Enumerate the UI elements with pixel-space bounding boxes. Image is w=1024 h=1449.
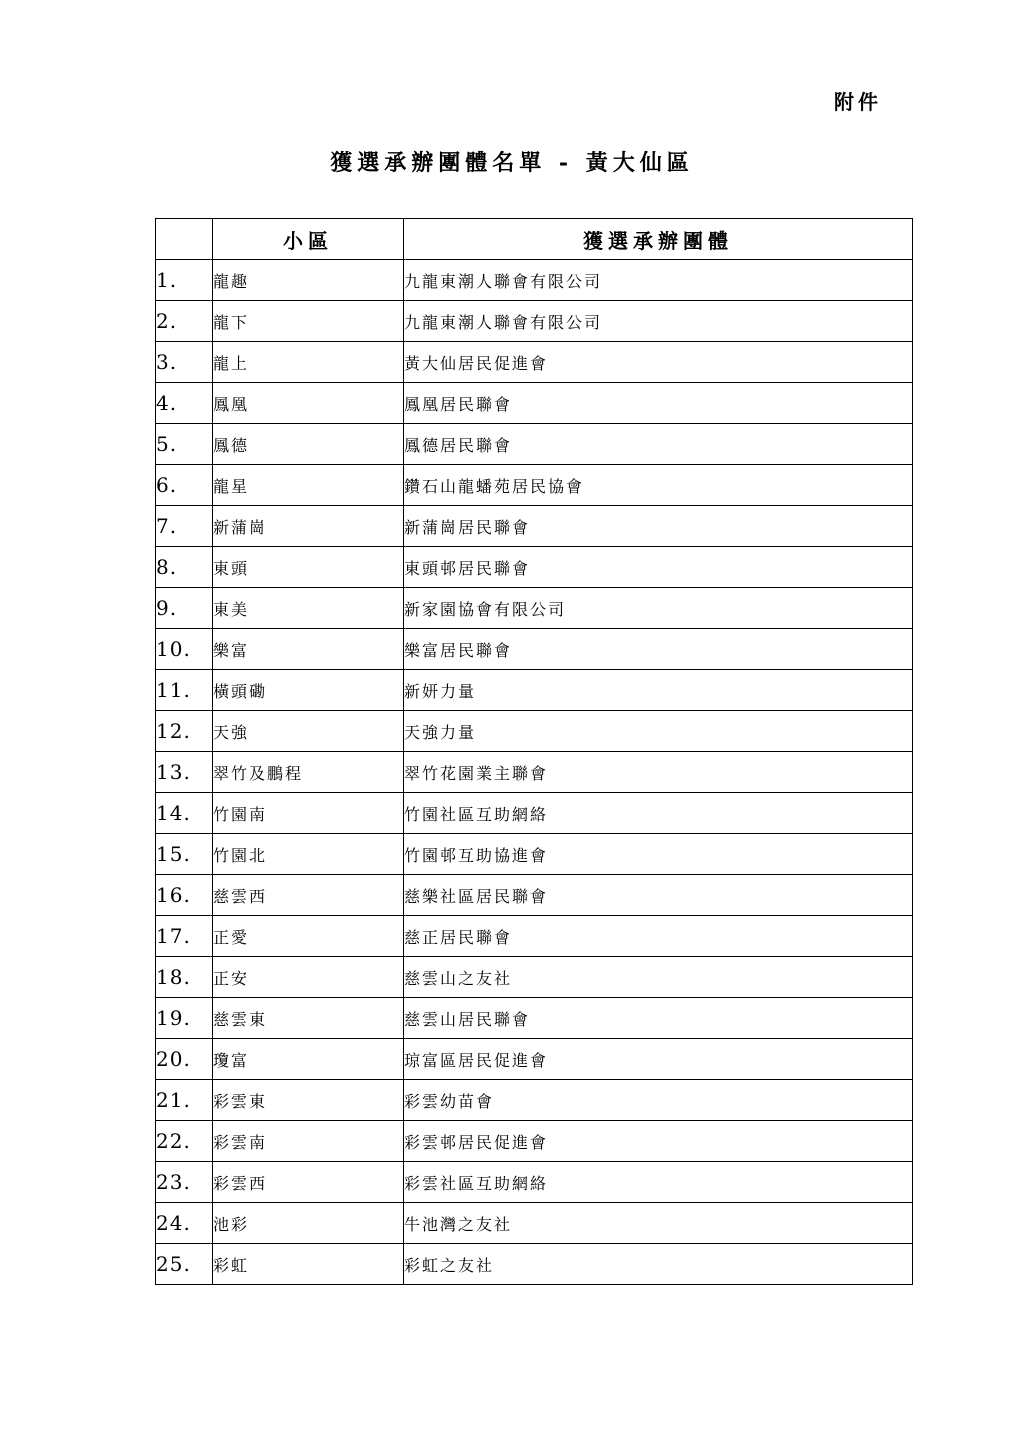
row-organisation: 竹園邨互助協進會 — [404, 834, 913, 875]
row-number: 16. — [156, 875, 213, 916]
row-number: 3. — [156, 342, 213, 383]
row-organisation: 黃大仙居民促進會 — [404, 342, 913, 383]
row-area: 竹園北 — [213, 834, 404, 875]
row-area: 龍趣 — [213, 260, 404, 301]
row-organisation: 鳳德居民聯會 — [404, 424, 913, 465]
header-organisation: 獲選承辦團體 — [404, 219, 913, 260]
row-organisation: 九龍東潮人聯會有限公司 — [404, 260, 913, 301]
row-area: 龍星 — [213, 465, 404, 506]
table-row — [156, 998, 913, 1039]
table-row — [156, 301, 913, 342]
row-area: 瓊富 — [213, 1039, 404, 1080]
table-row — [156, 875, 913, 916]
row-organisation: 新蒲崗居民聯會 — [404, 506, 913, 547]
row-number: 12. — [156, 711, 213, 752]
row-number: 13. — [156, 752, 213, 793]
row-organisation: 琼富區居民促進會 — [404, 1039, 913, 1080]
row-organisation: 彩雲邨居民促進會 — [404, 1121, 913, 1162]
row-number: 8. — [156, 547, 213, 588]
table-header-row — [156, 219, 913, 260]
row-area: 正愛 — [213, 916, 404, 957]
row-area: 彩虹 — [213, 1244, 404, 1285]
row-number: 24. — [156, 1203, 213, 1244]
row-organisation: 東頭邨居民聯會 — [404, 547, 913, 588]
row-number: 20. — [156, 1039, 213, 1080]
table-row — [156, 383, 913, 424]
table-row — [156, 916, 913, 957]
row-area: 新蒲崗 — [213, 506, 404, 547]
row-organisation: 彩雲社區互助網絡 — [404, 1162, 913, 1203]
row-number: 5. — [156, 424, 213, 465]
row-area: 彩雲南 — [213, 1121, 404, 1162]
table-row — [156, 588, 913, 629]
row-organisation: 彩雲幼苗會 — [404, 1080, 913, 1121]
row-number: 19. — [156, 998, 213, 1039]
row-area: 翠竹及鵬程 — [213, 752, 404, 793]
table-row — [156, 752, 913, 793]
table-row — [156, 711, 913, 752]
table-row — [156, 629, 913, 670]
row-number: 14. — [156, 793, 213, 834]
row-area: 竹園南 — [213, 793, 404, 834]
row-organisation: 樂富居民聯會 — [404, 629, 913, 670]
row-organisation: 牛池灣之友社 — [404, 1203, 913, 1244]
row-area: 鳳凰 — [213, 383, 404, 424]
row-number: 11. — [156, 670, 213, 711]
table-row — [156, 506, 913, 547]
row-number: 17. — [156, 916, 213, 957]
row-number: 21. — [156, 1080, 213, 1121]
table-row — [156, 1121, 913, 1162]
header-area: 小區 — [213, 219, 404, 260]
row-organisation: 慈雲山之友社 — [404, 957, 913, 998]
row-area: 龍下 — [213, 301, 404, 342]
table-row — [156, 260, 913, 301]
row-organisation: 新家園協會有限公司 — [404, 588, 913, 629]
row-area: 東美 — [213, 588, 404, 629]
table-row — [156, 1162, 913, 1203]
table-row — [156, 1080, 913, 1121]
table-row — [156, 465, 913, 506]
header-number — [156, 219, 213, 260]
row-area: 池彩 — [213, 1203, 404, 1244]
row-area: 橫頭磡 — [213, 670, 404, 711]
table-row — [156, 1244, 913, 1285]
row-number: 18. — [156, 957, 213, 998]
row-organisation: 慈樂社區居民聯會 — [404, 875, 913, 916]
row-organisation: 新妍力量 — [404, 670, 913, 711]
row-area: 慈雲西 — [213, 875, 404, 916]
table-row — [156, 793, 913, 834]
table-row — [156, 834, 913, 875]
row-number: 25. — [156, 1244, 213, 1285]
annex-label: 附件 — [834, 90, 882, 114]
row-area: 龍上 — [213, 342, 404, 383]
row-area: 東頭 — [213, 547, 404, 588]
row-organisation: 九龍東潮人聯會有限公司 — [404, 301, 913, 342]
table-row — [156, 1203, 913, 1244]
row-area: 慈雲東 — [213, 998, 404, 1039]
row-area: 天強 — [213, 711, 404, 752]
row-number: 6. — [156, 465, 213, 506]
row-number: 9. — [156, 588, 213, 629]
table-body — [156, 260, 913, 1285]
row-organisation: 慈正居民聯會 — [404, 916, 913, 957]
row-area: 鳳德 — [213, 424, 404, 465]
table-row — [156, 424, 913, 465]
table-row — [156, 1039, 913, 1080]
selected-organisations-table — [155, 218, 913, 1285]
row-number: 22. — [156, 1121, 213, 1162]
row-organisation: 鑽石山龍蟠苑居民協會 — [404, 465, 913, 506]
row-number: 4. — [156, 383, 213, 424]
row-number: 7. — [156, 506, 213, 547]
row-number: 2. — [156, 301, 213, 342]
table-row — [156, 670, 913, 711]
table-row — [156, 342, 913, 383]
row-area: 彩雲東 — [213, 1080, 404, 1121]
row-organisation: 彩虹之友社 — [404, 1244, 913, 1285]
row-organisation: 鳳凰居民聯會 — [404, 383, 913, 424]
row-number: 1. — [156, 260, 213, 301]
row-number: 10. — [156, 629, 213, 670]
row-organisation: 竹園社區互助網絡 — [404, 793, 913, 834]
row-organisation: 天強力量 — [404, 711, 913, 752]
row-number: 15. — [156, 834, 213, 875]
row-area: 正安 — [213, 957, 404, 998]
table-row — [156, 547, 913, 588]
row-organisation: 慈雲山居民聯會 — [404, 998, 913, 1039]
row-area: 彩雲西 — [213, 1162, 404, 1203]
page-title: 獲選承辦團體名單 - 黃大仙區 — [330, 150, 694, 176]
row-area: 樂富 — [213, 629, 404, 670]
row-number: 23. — [156, 1162, 213, 1203]
row-organisation: 翠竹花園業主聯會 — [404, 752, 913, 793]
table-row — [156, 957, 913, 998]
